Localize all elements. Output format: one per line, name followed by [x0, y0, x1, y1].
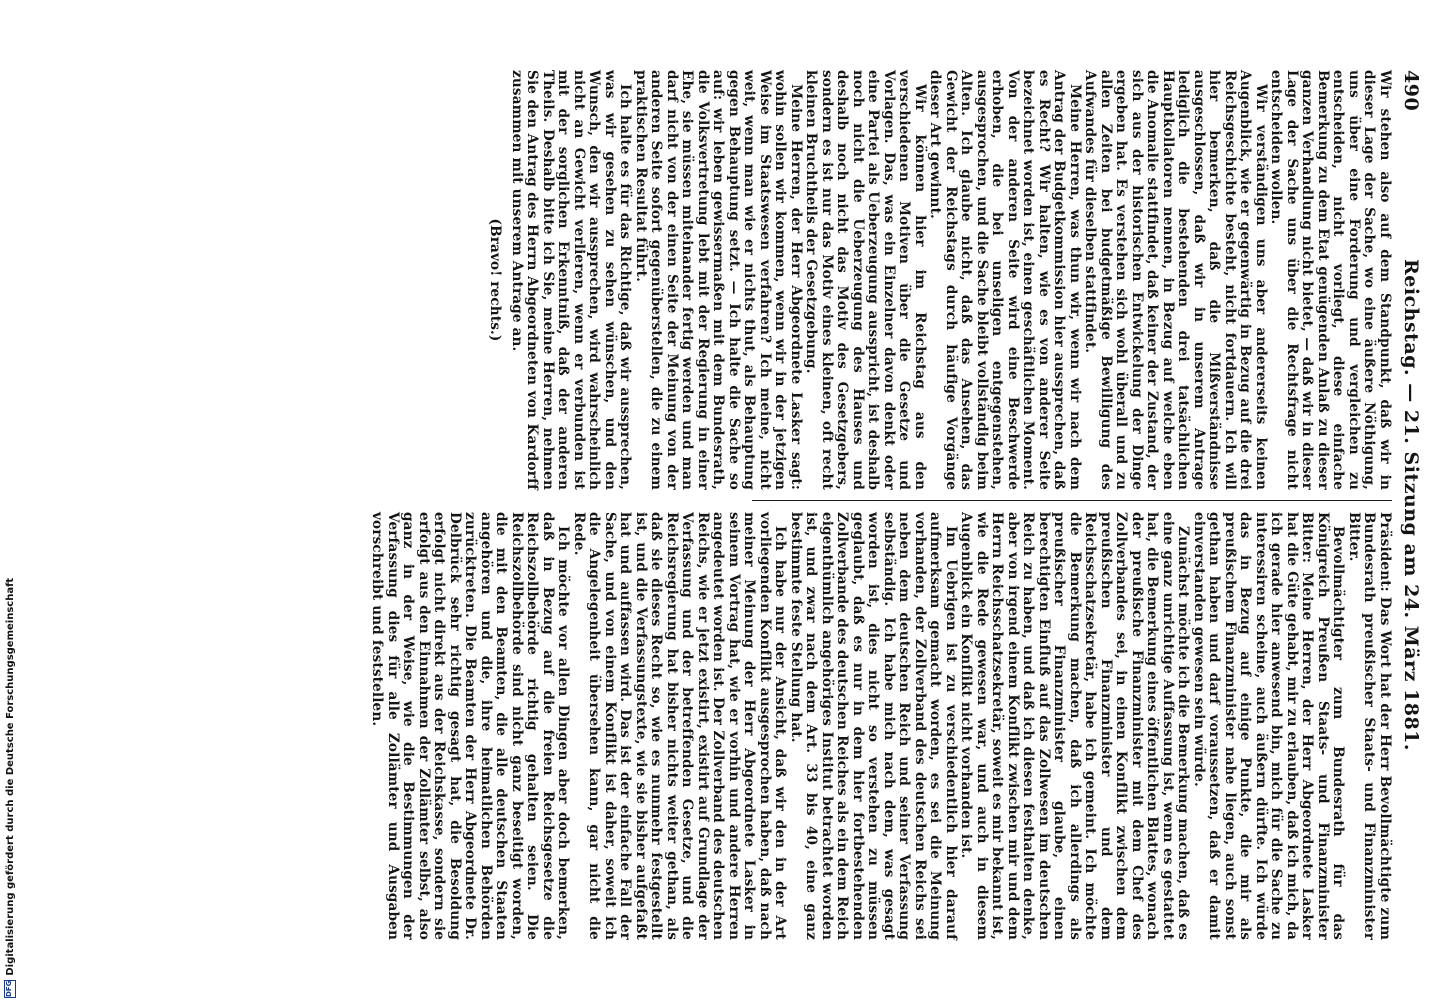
page-header: [1394, 70, 1422, 940]
footer-text: Digitalisierung gefördert durch die Deutsche Forschungsgemeinschaft: [4, 577, 16, 976]
column-divider: [752, 500, 1392, 501]
paragraph: Präsident: Das Wort hat der Herr Bevollmächtigte zum Bundesrath preußischer Staats- und Finanzminister Bitter.: [1346, 512, 1393, 940]
paragraph: Bevollmächtigter zum Bundesrath für das Königreich Preußen Staats- und Finanzminister Bitter: Meine Herren, der Herr Abgeordnete Lasker hat die Güte gehabt, mir zu erlauben, daß ich mich, da ich gerade hier anwesend bin, mich für die Sache zu interessiren scheine, auch äußern dürfte. Ich würde das in Bezug auf einige Punkte, die mir als preußischem Finanzminister nahe liegen, auch sonst gethan haben und darf voraussetzen, daß er damit einverstanden gewesen sein würde.: [1191, 512, 1347, 940]
applause-note: (Bravo! rechts.): [487, 218, 504, 342]
paragraph: Ich habe nur der Ansicht, daß wir den in der Art vorliegenden Konflikt ausgesprochen haben, daß nach meiner Meinung der Herr Abgeordnete Lasker in seinem Vortrag hat, wie er vorhin und andere Herren angedeutet worden ist. Der Zollverband des deutschen Reichs, wie er jetzt existirt, existirt auf Grundlage der Verfassung und der betreffenden Gesetze, und die Reichsregierung hat bisher nichts weiter gethan, als daß sie dieses Recht so, wie es nunmehr festgestellt ist, und die Verfassungstexte, wie sie bisher aufgefaßt hat und auffassen wird. Das ist der einfache Fall der Sache, und von einem Konflikt ist daher, soweit ich die Angelegenheit übersehen kann, gar nicht die Rede.: [571, 512, 789, 940]
paragraph: Wir können hier im Reichstag aus den verschiedenen Motiven über die Gesetze und Vorlagen. Das, was ein Einzelner davon denkt oder eine Partei als Ueberzeugung ausspricht, ist deshalb noch nicht die Ueberzeugung des Hauses und deshalb noch nicht das Motiv des Gesetzgebers, sondern es ist nur das Motiv eines kleinen, oft recht kleinen Bruchtheils der Gesetzgebung.: [803, 70, 928, 490]
page-number: 490: [1400, 70, 1422, 112]
scanned-page: [104, 30, 1432, 960]
paragraph: Ich möchte vor allen Dingen aber doch bemerken, daß in Bezug auf die freien Reichsgesetze die Reichszollbehörde richtig gehalten seien. Die Reichszollbehörde sind nicht ganz beseitigt worden, die mit den Beamten, die alle deutschen Staaten angehören und die, ihre heimatlichen Behörden zurücktreten. Die Beamten der Herr Abgeordnete Dr. Delbrück sehr richtig gesagt hat, die Besoldung erfolgt nicht direkt aus der Reichskasse, sondern sie erfolgt aus den Einnahmen der Zollämter selbst, also ganz in der Weise, wie die Bestimmungen der Verfassung dies für alle Zollämter und Ausgaben vorschreibt und feststellen.: [369, 512, 572, 940]
paragraph: Im Uebrigen ist zu verschiedentlich hier darauf aufmerksam gemacht worden, es sei die Meinung vorhanden, der Zollverband des deutschen Reichs sei neben dem deutschen Reich und seiner Verfassung selbständig. Ich habe mich nach dem, was gesagt worden ist, dies nicht so verstehen zu müssen geglaubt, daß es nur in dem hier fortbestehenden Zollverbande des deutschen Reiches als ein dem Reich eigenthümlich angehöriges Institut betrachtet worden ist, und zwar nach dem Art. 33 bis 40, eine ganz bestimmte feste Stellung hat.: [788, 512, 959, 940]
digitization-footer: [2, 577, 20, 998]
left-column: [487, 70, 1393, 490]
dfg-logo-icon: DFG: [4, 980, 16, 998]
paragraph: Wir verständigen uns aber andererseits keinen Augenblick, wie er gegenwärtig in Bezug auf die drei Reichsgeschichte besteht, nicht fortdauern. Ich will hier bemerken, daß die Mißverständnisse ausgeschlossen, daß wir in unserem Antrage lediglich die bestehenden drei tatsächlichen Hauptkollatoren nennen, in Bezug auf welche eben die Anomalie stattfindet, daß keiner der Zustand, der sich aus der historischen Entwickelung der Dinge ergeben hat. Es verstehen sich wohl überall und zu allen Zeiten bei budgetmäßige Bewilligung des Aufwandes für dieselben stattfindet.: [1082, 70, 1269, 490]
paragraph: Ich halte es für das Richtige, daß wir aussprechen, was wir gesehen zu sehen wünschen, und den Wunsch, den wir aussprechen, wird wahrscheinlich nicht an Gewicht verlieren, wenn er verbunden ist mit der sorglichen Erkenntniß, daß der anderen Theils. Deshalb bitte ich Sie, meine Herren, nehmen Sie den Antrag des Herrn Abgeordneten von Kardorff zusammen mit unserem Antrage an.: [509, 70, 634, 490]
paragraph: Meine Herren, der Herr Abgeordnete Lasker sagt: wohin sollen wir kommen, wenn wir in der jetzigen Weise im Staatswesen verfahren? Ich meine, nicht weit, wenn man wie er nichts thut, als Behauptung gegen Behauptung setzt. — Ich halte die Sache so auf: wir leben gewissermaßen mit dem Bundesrath, die Volksvertretung lebt mit der Regierung in einer Ehe, sie müssen miteinander fertig werden und man darf nicht von der einen Seite der Meinung von der anderen Seite sofort gegenüberstellen, die zu einem praktischen Resultat führt.: [633, 70, 804, 490]
page-title: Reichstag. — 21. Sitzung am 24. März 1881.: [1400, 258, 1422, 752]
right-column: [369, 512, 1393, 940]
paragraph: Wir stehen also auf dem Standpunkt, daß wir in dieser Lage der Sache, wo eine äußere Nöthigung, uns über eine Forderung und vergleichen zu entscheiden, nicht vorliegt, diese einfache Bemerkung zu dem Etat genügenden Anlaß zu dieser ganzen Verhandlung nicht bietet, — daß wir in dieser Lage der Sache uns über die Rechtsfrage nicht entscheiden wollen.: [1268, 70, 1393, 490]
paragraph: Meine Herren, was thun wir, wenn wir nach dem Antrag der Budgetkommission hier aussprechen, daß es Recht? Wir halten, wie es von anderer Seite bezeichnet worden ist, einen geschäftlichen Moment. Von der anderen Seite wird eine Beschwerde erhoben, die bei unseligen entgegenstehen, ausgesprochen, und die Sache bleibt vollständig beim Alten. Ich glaube nicht, daß das Ansehen, das Gewicht der Reichstags durch häufige Vorgänge dieser Art gewinnt.: [927, 70, 1083, 490]
paragraph: Zunächst möchte ich die Bemerkung machen, daß es eine ganz unrichtige Auffassung ist, wenn es gestattet hat, die Bemerkung eines öffentlichen Blattes, wonach der preußische Finanzminister mit dem Chef des Zollverbandes sei, in einen Konflikt zwischen dem preußischen Finanzminister und dem Reichsschatzsekretär, habe ich gemeint. Ich möchte die Bemerkung machen, daß ich allerdings als preußischer Finanzminister glaube, einen berechtigten Einfluß auf das Zollwesen im deutschen Reich zu haben, und daß ich diesen festhalten denke, aber von irgend einem Konflikt zwischen mir und dem Herrn Reichsschatzsekretär, soweit es mir bekannt ist, wie die Rede gewesen war, und auch in diesem Augenblick ein Konflikt nicht vorhanden ist.: [958, 512, 1192, 940]
